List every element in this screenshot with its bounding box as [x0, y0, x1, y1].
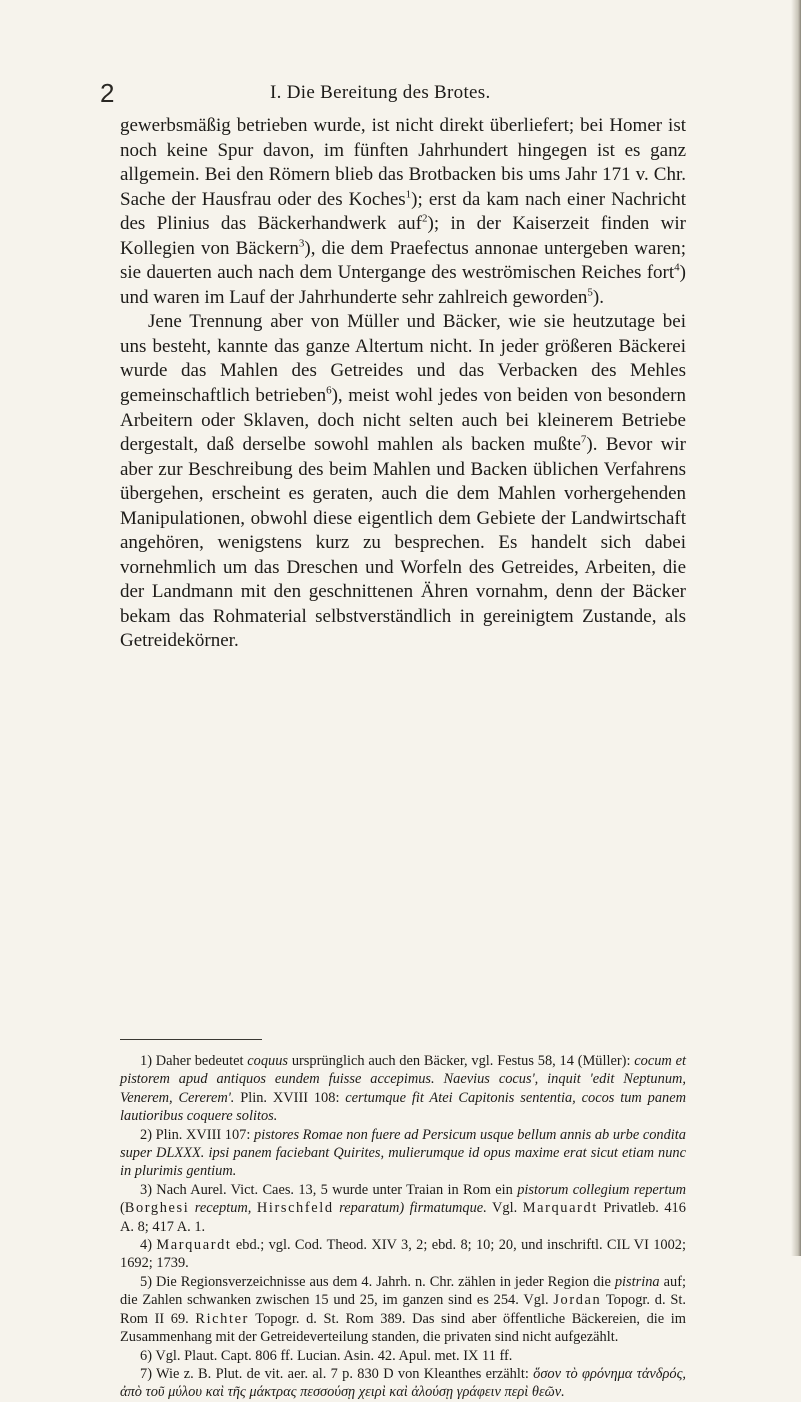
text-run: reparatum) [339, 1200, 405, 1217]
text-run: Marquardt [522, 1200, 598, 1217]
text-run: Jordan [553, 1292, 602, 1309]
text-run: cocum et pistorem apud antiquos eundem fuisse accepimus. Naevius cocus', inquit 'edit Neptunum, Venerem, Cererem'. [120, 1053, 686, 1106]
page-number: 2 [100, 78, 115, 108]
text-run: Topogr. d. St. Rom 389. Das sind aber öffentliche Bäckereien, die im Zusammenhang mit der Getreideverteilung standen, die privaten sind nicht aufgezählt. [120, 1310, 686, 1346]
text-run: Plin. XVIII 108: [234, 1089, 346, 1106]
text-run: ), meist wohl jedes von beiden von besondern Arbeitern oder Sklaven, doch nicht selten auch bei kleinerem Betriebe dergestalt, daß derselbe sowohl mahlen als backen mußte [120, 385, 686, 456]
footnote-5 [120, 1273, 686, 1347]
text-run: receptum, [194, 1200, 252, 1217]
text-run: Privatleb. 416 A. 8; 417 A. 1. [120, 1200, 686, 1235]
footnote-ref: 3 [298, 237, 305, 250]
footnotes [120, 1052, 686, 1402]
text-run: ); in der Kaiserzeit finden wir Kollegien von Bäckern [120, 213, 686, 259]
body-text [120, 114, 686, 654]
text-run: pistrina [614, 1273, 660, 1290]
footnote-3 [120, 1181, 686, 1236]
running-head: I. Die Bereitung des Brotes. [270, 82, 491, 103]
text-run: Marquardt [156, 1237, 232, 1254]
footnote-separator [120, 1039, 262, 1040]
text-run: ursprünglich auch den Bäcker, vgl. Festus 58, 14 (Müller): [288, 1053, 635, 1069]
text-run: ebd.; vgl. Cod. Theod. XIV 3, 2; ebd. 8; 10; 20, und inschriftl. CIL VI 1002; 1692; 1739. [120, 1237, 686, 1272]
text-run: Vgl. [486, 1200, 523, 1217]
footnote-1 [120, 1052, 686, 1126]
text-run: Borghesi [124, 1200, 190, 1217]
text-run: ); erst da kam nach einer Nachricht des Plinius das Bäckerhandwerk auf [120, 188, 686, 235]
text-run: pistores Romae non fuere ad Persicum usque bellum annis ab urbe condita super DLXXX. ipsi panem faciebant Quirites, mulierumque id opus maxime erat sicut etiam nunc in plurimis gentium. [120, 1126, 687, 1180]
text-run: 4) [140, 1237, 157, 1254]
footnote-ref: 1 [405, 188, 412, 201]
text-run: ). [592, 286, 604, 308]
footnote-ref: 6 [326, 384, 332, 397]
footnote-6: 6) Vgl. Plaut. Capt. 806 ff. Lucian. Asin. 42. Apul. met. IX 11 ff. [140, 1347, 513, 1364]
paragraph-2 [120, 310, 686, 654]
text-run: firmatumque. [409, 1200, 487, 1217]
footnote-7 [120, 1365, 686, 1402]
text-run: 1) Daher bedeutet [140, 1053, 248, 1069]
footnote-ref: 7 [580, 433, 587, 446]
text-run: certumque fit Atei Capitonis sententia, cocos tum panem lautioribus coquere solitos. [120, 1089, 686, 1125]
text-run: gewerbsmäßig betrieben wurde, ist nicht direkt überliefert; bei Homer ist noch keine Spur davon, im fünften Jahrhundert hingegen ist es ganz allgemein. Bei den Römern blieb das Brotbacken bis ums Jahr 171 v. Chr. Sache der Hausfrau oder des Koches [120, 115, 686, 210]
page-edge-shadow [791, 0, 801, 1256]
text-run: 2) Plin. XVIII 107: [140, 1126, 254, 1143]
text-run: ( [120, 1200, 125, 1217]
footnote-ref: 2 [422, 212, 428, 225]
text-run: ). Bevor wir aber zur Beschreibung des beim Mahlen und Backen üblichen Verfahrens übergehen, erscheint es geraten, auch die dem Mahlen vorhergehenden Manipulationen, obwohl diese eigentlich dem Gebiete der Landwirtschaft angehören, wenigstens kurz zu besprechen. Es handelt sich dabei vornehmlich um das Dreschen und Worfeln des Getreides, Arbeiten, die der Landmann mit den geschnittenen Ähren vornahm, denn der Bäcker bekam das Rohmaterial selbstverständlich in gereinigtem Zustande, als Getreidekörner. [120, 434, 686, 652]
footnote-ref: 4 [674, 261, 680, 274]
text-run: coquus [247, 1053, 289, 1069]
page-header [100, 78, 720, 108]
text-run: 7) Wie z. B. Plut. de vit. aer. al. 7 p. 830 D von Kleanthes erzählt: [140, 1365, 534, 1382]
text-run: Hirschfeld [256, 1200, 334, 1217]
footnote-ref: 5 [587, 286, 593, 299]
footnote-4 [120, 1236, 686, 1273]
text-run: auf; die Zahlen schwanken zwischen 15 und 25, im ganzen sind es 254. Vgl. [120, 1273, 686, 1309]
text-run: ), die dem Praefectus annonae untergeben waren; sie dauerten auch nach dem Untergange des weströmischen Reiches fort [120, 237, 686, 284]
text-run: Jene Trennung aber von Müller und Bäcker, wie sie heutzutage bei uns besteht, kannte das ganze Altertum nicht. In jeder größeren Bäckerei wurde das Mahlen des Getreides und das Verbacken des Mehles gemeinschaftlich betrieben [120, 311, 686, 407]
paragraph-1 [120, 114, 686, 310]
text-run: Topogr. d. St. Rom II 69. [120, 1292, 686, 1327]
text-run: Richter [195, 1310, 249, 1327]
text-run: ὅσον τὸ φρόνημα τἀνδρός, ἀπὸ τοῦ μύλου καὶ τῆς μάκτρας πεσσούσῃ χειρὶ καὶ ἀλούσῃ γράφειν περὶ θεῶν. [120, 1365, 687, 1401]
text-run: 3) Nach Aurel. Vict. Caes. 13, 5 wurde unter Traian in Rom ein [140, 1181, 518, 1198]
text-run: 5) Die Regionsverzeichnisse aus dem 4. Jahrh. n. Chr. zählen in jeder Region die [140, 1273, 615, 1290]
text-run: ) und waren im Lauf der Jahrhunderte sehr zahlreich geworden [120, 262, 686, 308]
text-run: pistorum collegium repertum [517, 1181, 686, 1198]
footnote-2 [120, 1126, 686, 1181]
